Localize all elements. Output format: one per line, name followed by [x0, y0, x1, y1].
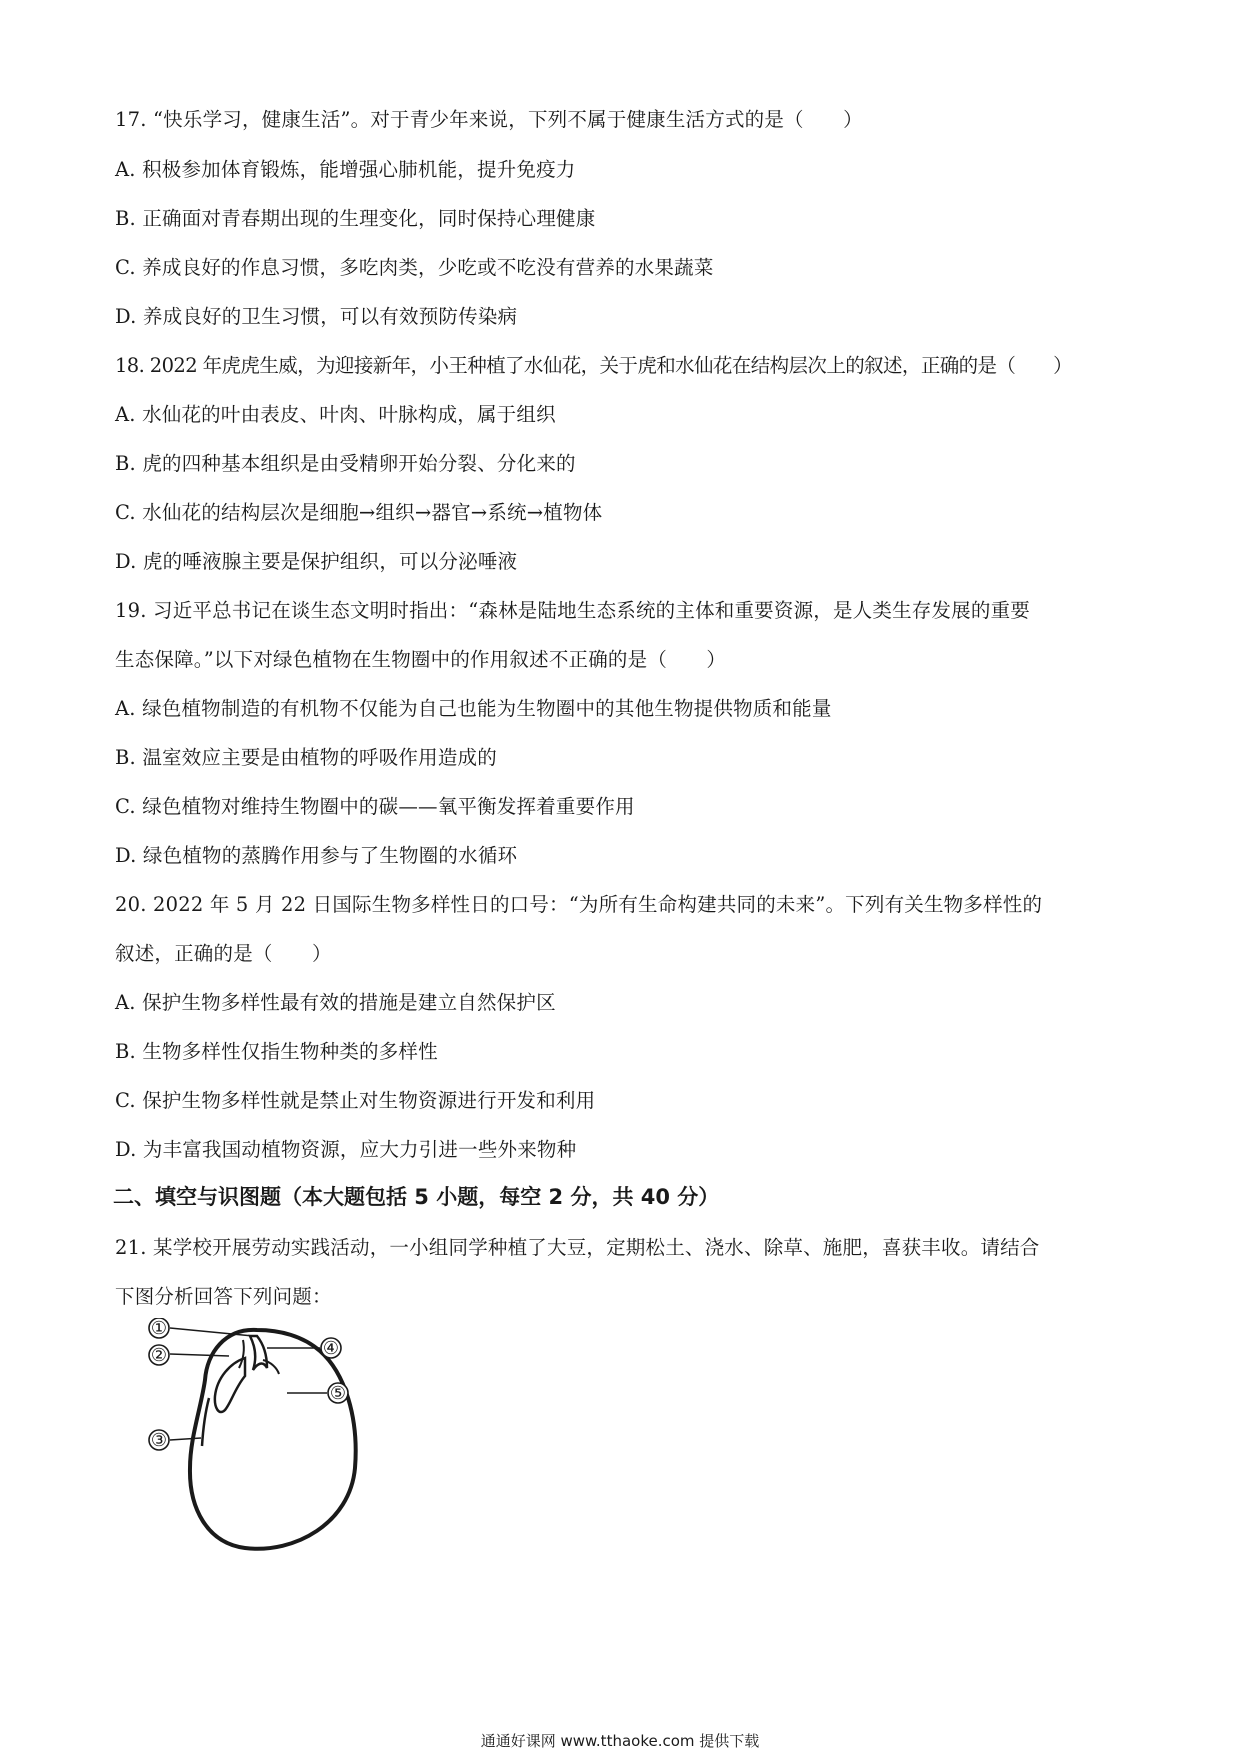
q18-option-d: D. 虎的唾液腺主要是保护组织，可以分泌唾液 [115, 550, 518, 573]
leader-line-2 [170, 1354, 229, 1356]
figure-label-2: ② [150, 1345, 168, 1366]
page-footer: 通通好课网 www.tthaoke.com 提供下载 [480, 1732, 760, 1750]
q18-option-a: A. 水仙花的叶由表皮、叶肉、叶脉构成，属于组织 [115, 403, 556, 426]
q17-option-d: D. 养成良好的卫生习惯，可以有效预防传染病 [115, 305, 518, 328]
bean-seed-diagram [145, 1318, 405, 1558]
q19-option-d: D. 绿色植物的蒸腾作用参与了生物圈的水循环 [115, 844, 518, 867]
figure-label-4: ④ [322, 1338, 340, 1359]
q19-option-c: C. 绿色植物对维持生物圈中的碳——氧平衡发挥着重要作用 [115, 795, 635, 818]
q19-option-a: A. 绿色植物制造的有机物不仅能为自己也能为生物圈中的其他生物提供物质和能量 [115, 697, 832, 720]
figure-label-3: ③ [150, 1430, 168, 1451]
q17-option-c: C. 养成良好的作息习惯，多吃肉类，少吃或不吃没有营养的水果蔬菜 [115, 256, 714, 279]
q20-stem-line1: 20. 2022 年 5 月 22 日国际生物多样性日的口号：“为所有生命构建共同的未来”。下列有关生物多样性的 [115, 893, 1043, 916]
q20-stem-line2: 叙述，正确的是（ ） [115, 942, 332, 965]
hilum-line [202, 1398, 209, 1446]
q21-stem-line1: 21. 某学校开展劳动实践活动，一小组同学种植了大豆，定期松土、浇水、除草、施肥，喜获丰收。请结合 [115, 1236, 1040, 1259]
figure-label-1: ① [150, 1318, 168, 1339]
q20-option-c: C. 保护生物多样性就是禁止对生物资源进行开发和利用 [115, 1089, 596, 1112]
q18-stem: 18. 2022 年虎虎生威，为迎接新年，小王种植了水仙花，关于虎和水仙花在结构层次上的叙述，正确的是（ ） [115, 354, 1073, 377]
plumule-shape [250, 1336, 267, 1370]
q18-option-b: B. 虎的四种基本组织是由受精卵开始分裂、分化来的 [115, 452, 576, 475]
leader-line-3 [170, 1438, 201, 1440]
figure-label-5: ⑤ [329, 1383, 347, 1404]
plumule-leaf [239, 1340, 244, 1368]
q17-option-a: A. 积极参加体育锻炼，能增强心肺机能，提升免疫力 [115, 158, 576, 181]
q21-stem-line2: 下图分析回答下列问题： [115, 1285, 332, 1308]
section-heading: 二、填空与识图题（本大题包括 5 小题，每空 2 分，共 40 分） [113, 1185, 720, 1209]
q20-option-d: D. 为丰富我国动植物资源，应大力引进一些外来物种 [115, 1138, 577, 1161]
q19-stem-line1: 19. 习近平总书记在谈生态文明时指出：“森林是陆地生态系统的主体和重要资源，是人类生存发展的重要 [115, 599, 1030, 622]
q19-option-b: B. 温室效应主要是由植物的呼吸作用造成的 [115, 746, 497, 769]
q17-option-b: B. 正确面对青春期出现的生理变化，同时保持心理健康 [115, 207, 596, 230]
q20-option-b: B. 生物多样性仅指生物种类的多样性 [115, 1040, 438, 1063]
q18-option-c: C. 水仙花的结构层次是细胞→组织→器官→系统→植物体 [115, 501, 603, 524]
q19-stem-line2: 生态保障。”以下对绿色植物在生物圈中的作用叙述不正确的是（ ） [115, 648, 727, 671]
q17-stem: 17. “快乐学习，健康生活”。对于青少年来说，下列不属于健康生活方式的是（ ） [115, 108, 863, 131]
q20-option-a: A. 保护生物多样性最有效的措施是建立自然保护区 [115, 991, 556, 1014]
seed-coat-outline [190, 1330, 356, 1549]
